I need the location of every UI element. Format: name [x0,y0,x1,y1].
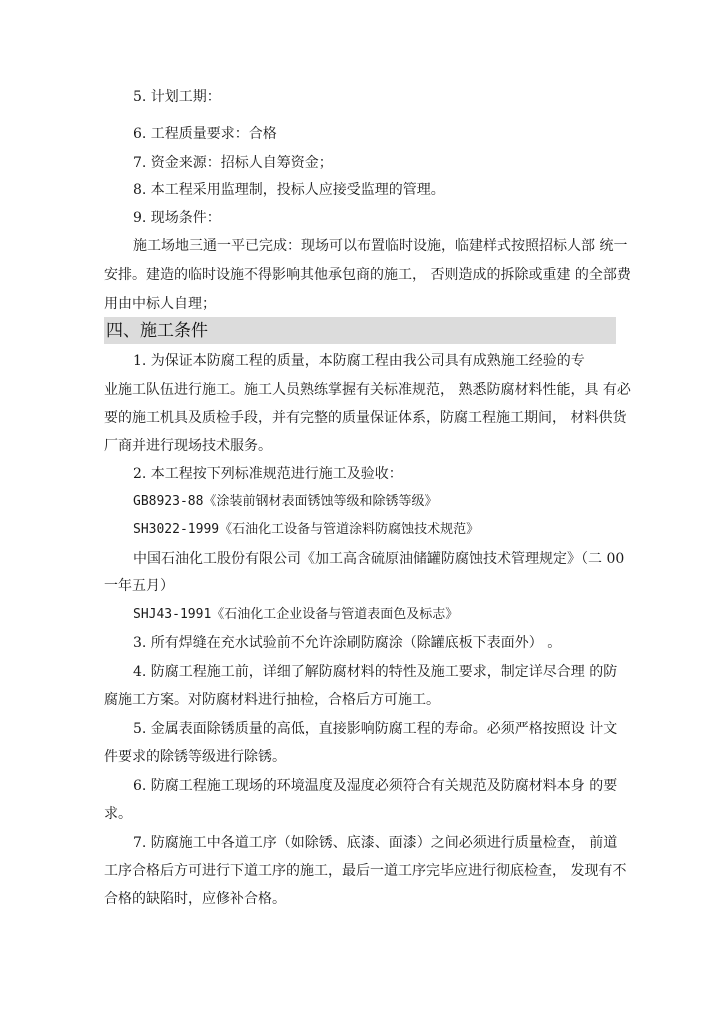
condition-1-line: 1. 为保证本防腐工程的质量，本防腐工程由我公司具有成熟施工经验的专 [133,353,585,369]
condition-1-line: 业施工队伍进行施工。施工人员熟练掌握有关标准规范， 熟悉防腐材料性能，具 有必 [104,382,631,398]
standard-sinopec-date: 一年五月） [104,578,174,594]
item-9-site: 9. 现场条件： [133,210,221,226]
condition-3: 3. 所有焊缝在充水试验前不允许涂刷防腐涂（除罐底板下表面外） 。 [133,635,562,651]
site-paragraph-line: 安排。建造的临时设施不得影响其他承包商的施工， 否则造成的拆除或重建 的全部费 [104,267,631,283]
condition-4-line: 4. 防腐工程施工前，详细了解防腐材料的特性及施工要求，制定详尽合理 的防 [133,664,618,680]
condition-4-line: 腐施工方案。对防腐材料进行抽检，合格后方可施工。 [104,692,440,708]
condition-1-line: 厂商并进行现场技术服务。 [104,438,272,454]
standard-gb8923: GB8923-88《涂装前钢材表面锈蚀等级和除锈等级》 [133,494,438,509]
standard-sinopec: 中国石油化工股份有限公司《加工高含硫原油储罐防腐蚀技术管理规定》（二 00 [133,551,625,567]
standard-sh3022: SH3022-1999《石油化工设备与管道涂料防腐蚀技术规范》 [133,522,480,537]
standard-shj43: SHJ43-1991《石油化工企业设备与管道表面色及标志》 [133,607,459,622]
condition-6-line: 求。 [104,806,132,822]
item-5-schedule: 5. 计划工期： [133,89,221,105]
condition-2: 2. 本工程按下列标准规范进行施工及验收： [133,466,403,482]
condition-7-line: 合格的缺陷时，应修补合格。 [104,891,286,907]
condition-6-line: 6. 防腐工程施工现场的环境温度及湿度必须符合有关规范及防腐材料本身 的要 [133,778,618,794]
site-paragraph-line: 施工场地三通一平已完成：现场可以布置临时设施，临建样式按照招标人部 统一 [133,238,628,254]
item-6-quality: 6. 工程质量要求：合格 [133,126,277,142]
condition-7-line: 工序合格后方可进行下道工序的施工，最后一道工序完毕应进行彻底检查， 发现有不 [104,863,627,879]
site-paragraph-line: 用由中标人自理； [104,296,216,312]
item-8-supervision: 8. 本工程采用监理制，投标人应接受监理的管理。 [133,182,445,198]
section-heading: 四、施工条件 [106,321,208,341]
item-7-funding: 7. 资金来源：招标人自筹资金； [133,155,333,171]
condition-5-line: 5. 金属表面除锈质量的高低，直接影响防腐工程的寿命。必须严格按照设 计文 [133,721,618,737]
condition-1-line: 要的施工机具及质检手段，并有完整的质量保证体系，防腐工程施工期间， 材料供货 [104,410,627,426]
condition-5-line: 件要求的除锈等级进行除锈。 [104,749,286,765]
condition-7-line: 7. 防腐施工中各道工序（如除锈、底漆、面漆）之间必须进行质量检查， 前道 [133,835,618,851]
